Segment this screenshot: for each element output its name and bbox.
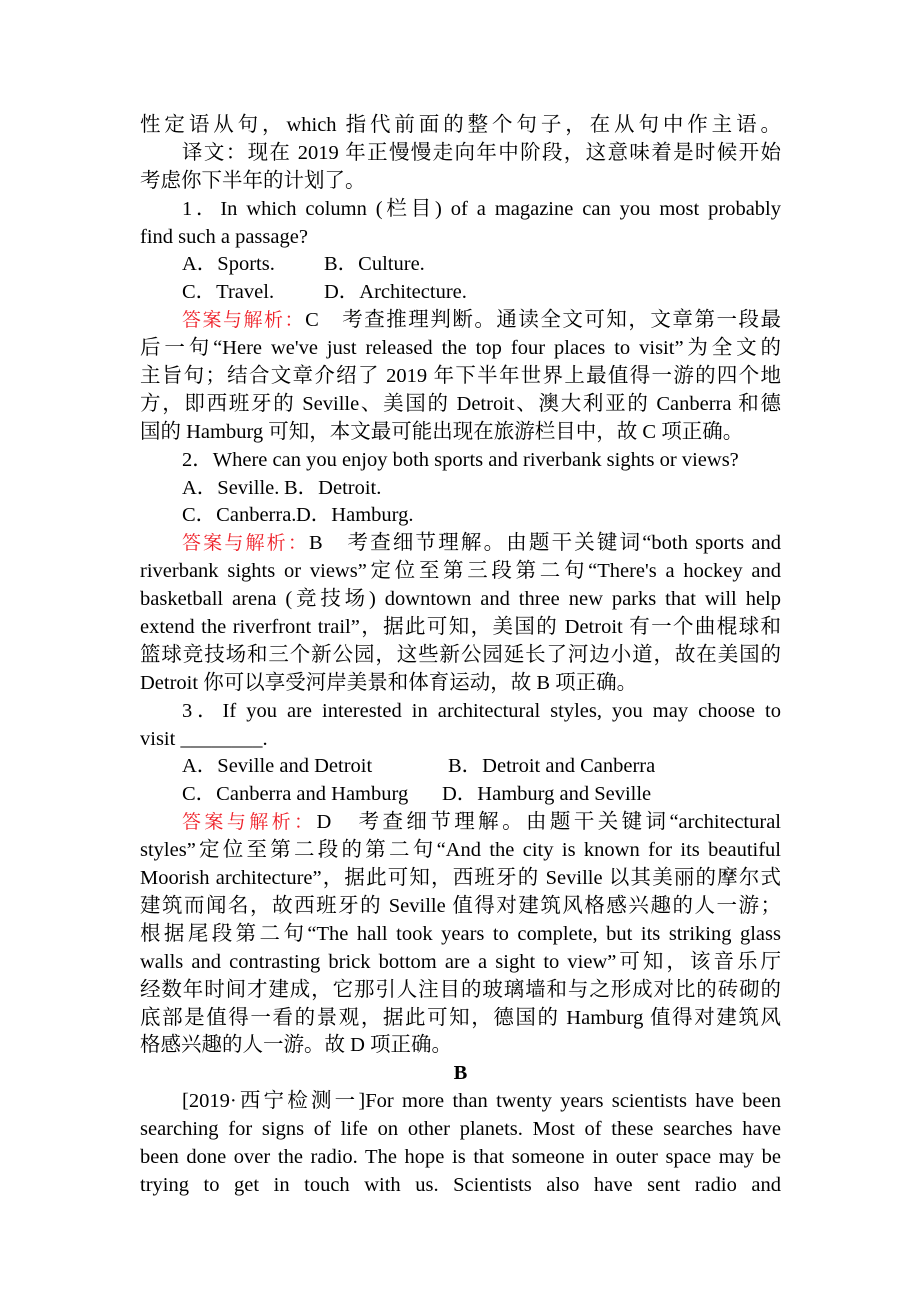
question-2: 2．Where can you enjoy both sports and riverbank sights or views?	[182, 448, 739, 471]
answer-label: 答案与解析：	[182, 532, 310, 555]
question-1-options-ab	[140, 251, 781, 279]
section-heading-b: B	[453, 1062, 468, 1085]
option-c: C．Canberra.	[182, 504, 297, 527]
option-d: D．Hamburg.	[296, 504, 414, 527]
option-b: B．Detroit and Canberra	[448, 755, 656, 778]
option-b: B．Detroit.	[284, 476, 382, 499]
question-3-options-ab	[140, 753, 781, 781]
option-a: A．Seville and Detroit	[182, 755, 373, 778]
answer-2-line: 答案与解析：B 考查细节理解。由题干关键词“both sports and	[182, 532, 781, 555]
answer-1-line: 国的 Hamburg 可知，本文最可能出现在旅游栏目中，故 C 项正确。	[140, 420, 744, 443]
answer-1-line: 后一句“Here we've just released the top four places to visit”为全文的	[140, 337, 781, 360]
passage-line: searching for signs of life on other planets. Most of these searches have	[140, 1118, 781, 1141]
answer-1-line: 主旨句；结合文章介绍了 2019 年下半年世界上最值得一游的四个地	[140, 365, 781, 388]
document-page	[140, 112, 781, 1200]
answer-3-line: styles”定位至第二段的第二句“And the city is known for its beautiful	[140, 839, 781, 862]
option-d: D．Hamburg and Seville	[442, 783, 652, 806]
passage-line: been done over the radio. The hope is that someone in outer space may be	[140, 1145, 781, 1168]
answer-3-line: 答案与解析：D 考查细节理解。由题干关键词“architectural	[182, 811, 781, 834]
answer-3-line: 格感兴趣的人一游。故 D 项正确。	[140, 1034, 453, 1057]
answer-1-line: 答案与解析：C 考查推理判断。通读全文可知，文章第一段最	[182, 309, 781, 332]
answer-3-line: 底部是值得一看的景观，据此可知，德国的 Hamburg 值得对建筑风	[140, 1006, 781, 1029]
answer-label: 答案与解析：	[182, 811, 317, 834]
answer-3-line: 经数年时间才建成，它那引人注目的玻璃墙和与之形成对比的砖砌的	[140, 978, 781, 1001]
question-2-options-ab	[140, 475, 781, 503]
option-c: C．Canberra and Hamburg	[182, 783, 409, 806]
question-3: 3．If you are interested in architectural styles, you may choose to	[182, 699, 781, 722]
answer-3-line: 根据尾段第二句“The hall took years to complete, but its striking glass	[140, 922, 781, 945]
passage-line: trying to get in touch with us. Scientists also have sent radio and	[140, 1173, 781, 1196]
answer-3-line: 建筑而闻名，故西班牙的 Seville 值得对建筑风格感兴趣的人一游；	[140, 894, 781, 917]
question-1-options-cd	[140, 279, 781, 307]
answer-2-line: extend the riverfront trail”，据此可知，美国的 Detroit 有一个曲棍球和	[140, 616, 781, 639]
text-line: 性定语从句，which 指代前面的整个句子，在从句中作主语。	[140, 114, 781, 136]
option-c: C．Travel.	[182, 281, 275, 304]
answer-3-line: walls and contrasting brick bottom are a sight to view”可知，该音乐厅	[140, 950, 781, 973]
answer-1-line: 方，即西班牙的 Seville、美国的 Detroit、澳大利亚的 Canberra 和德	[140, 392, 781, 415]
question-1-cont: find such a passage?	[140, 225, 308, 248]
question-2-options-cd	[140, 502, 781, 530]
option-a: A．Seville.	[182, 476, 280, 499]
translation-line: 考虑你下半年的计划了。	[140, 169, 366, 192]
passage-line: [2019·西宁检测一]For more than twenty years scientists have been	[182, 1090, 781, 1113]
question-1: 1．In which column (栏目) of a magazine can you most probably	[182, 197, 781, 220]
answer-2-line: riverbank sights or views”定位至第三段第二句“There's a hockey and	[140, 560, 781, 583]
answer-label: 答案与解析：	[182, 309, 306, 332]
option-d: D．Architecture.	[324, 281, 467, 304]
question-3-cont: visit ________.	[140, 727, 268, 750]
option-b: B．Culture.	[324, 253, 425, 276]
answer-2-line: 篮球竞技场和三个新公园，这些新公园延长了河边小道，故在美国的	[140, 643, 781, 666]
question-3-options-cd	[140, 781, 781, 809]
translation-line: 译文：现在 2019 年正慢慢走向年中阶段，这意味着是时候开始	[182, 141, 781, 164]
answer-2-line: basketball arena (竞技场) downtown and three new parks that will help	[140, 588, 781, 611]
option-a: A．Sports.	[182, 253, 275, 276]
answer-2-line: Detroit 你可以享受河岸美景和体育运动，故 B 项正确。	[140, 671, 638, 694]
answer-3-line: Moorish architecture”，据此可知，西班牙的 Seville 以其美丽的摩尔式	[140, 867, 781, 890]
